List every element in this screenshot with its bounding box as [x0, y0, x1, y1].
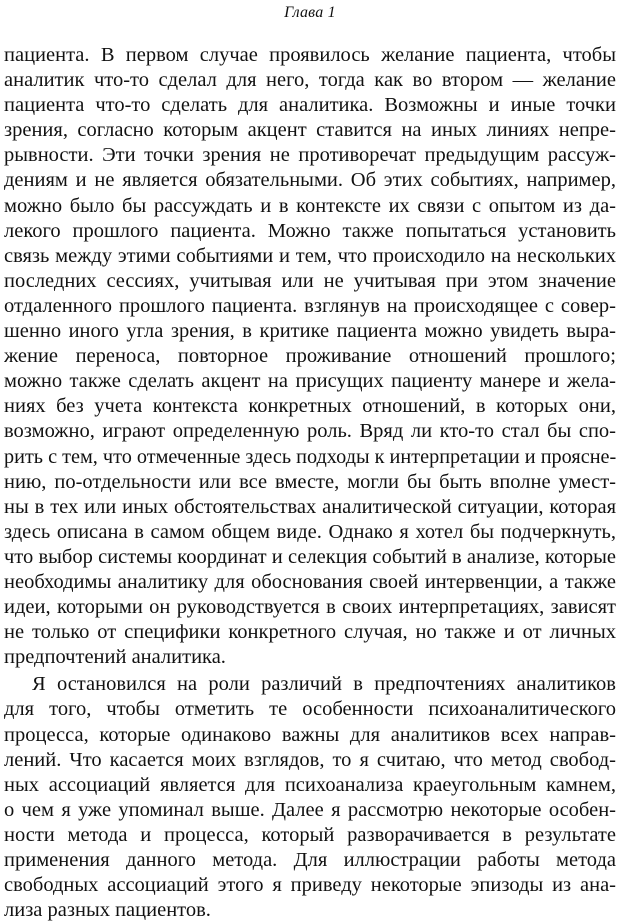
text-line: идеи, которыми он руководствуется в своих интерпретациях, зависят: [4, 596, 616, 619]
text-line: не только от специфики конкретного случая, но также и от личных: [4, 621, 616, 644]
text-line: аналитик что-то сделал для него, тогда как во втором — желание: [4, 69, 616, 92]
text-line: Я остановился на роли различий в предпочтениях аналитиков: [32, 673, 616, 696]
text-line: предпочтений аналитика.: [4, 646, 226, 669]
body-text: [4, 43, 616, 923]
text-line: ности метода и процесса, который разворачивается в результате: [4, 823, 616, 846]
text-line: дениям и не является обязательными. Об этих событиях, например,: [4, 169, 616, 192]
text-line: ны в тех или иных обстоятельствах аналитической ситуации, которая: [4, 495, 616, 518]
text-line: ниях без учета контекста конкретных отношений, в которых они,: [4, 395, 616, 418]
text-line: возможно, играют определенную роль. Вряд ли кто-то стал бы спо-: [4, 420, 616, 443]
text-line: пациента что-то сделать для аналитика. Возможны и иные точки: [4, 94, 616, 117]
text-line: жение переноса, повторное проживание отношений прошлого;: [4, 345, 616, 368]
text-line: о чем я уже упоминал выше. Далее я рассмотрю некоторые особен-: [4, 798, 616, 821]
text-line: шенно иного угла зрения, в критике пациента можно увидеть выра-: [4, 320, 616, 343]
text-line: процесса, которые одинаково важны для аналитиков всех направ-: [4, 723, 616, 746]
text-line: лиза разных пациентов.: [4, 899, 211, 922]
text-line: связь между этими событиями и тем, что происходило на нескольких: [4, 244, 616, 267]
text-line: что выбор системы координат и селекция событий в анализе, которые: [4, 545, 616, 568]
text-line: для того, чтобы отметить те особенности психоаналитического: [4, 698, 616, 721]
text-line: применения данного метода. Для иллюстрации работы метода: [4, 849, 616, 871]
text-line: лений. Что касается моих взглядов, то я считаю, что метод свобод-: [4, 748, 616, 771]
text-line: отдаленного прошлого пациента. взглянув на происходящее с совер-: [4, 294, 616, 317]
paragraph-2: [4, 672, 616, 923]
running-head: Глава 1: [284, 4, 336, 21]
text-line: последних сессиях, учитывая или не учитывая при этом значение: [4, 269, 616, 292]
text-line: можно также сделать акцент на присущих пациенту манере и жела-: [4, 370, 616, 393]
text-line: зрения, согласно которым акцент ставится на иных линиях непре-: [4, 119, 616, 142]
text-line: рить с тем, что отмеченные здесь подходы к интерпретации и проясне-: [4, 445, 616, 468]
text-line: нию, по-отдельности или все вместе, могли бы быть вполне умест-: [4, 470, 616, 493]
paragraph-1: [4, 43, 616, 670]
text-line: можно было бы рассуждать и в контексте их связи с опытом из да-: [4, 194, 616, 217]
text-line: рывности. Эти точки зрения не противоречат предыдущим рассуж-: [4, 144, 616, 167]
text-line: необходимы аналитику для обоснования своей интервенции, а также: [4, 570, 616, 593]
text-line: здесь описана в самом общем виде. Однако я хотел бы подчеркнуть,: [4, 520, 616, 543]
text-line: пациента. В первом случае проявилось желание пациента, чтобы: [4, 44, 616, 66]
text-line: лекого прошлого пациента. Можно также попытаться установить: [4, 219, 616, 242]
text-line: ных ассоциаций является для психоанализа краеугольным камнем,: [4, 773, 616, 796]
text-line: свободных ассоциаций этого я приведу некоторые эпизоды из ана-: [4, 874, 616, 897]
